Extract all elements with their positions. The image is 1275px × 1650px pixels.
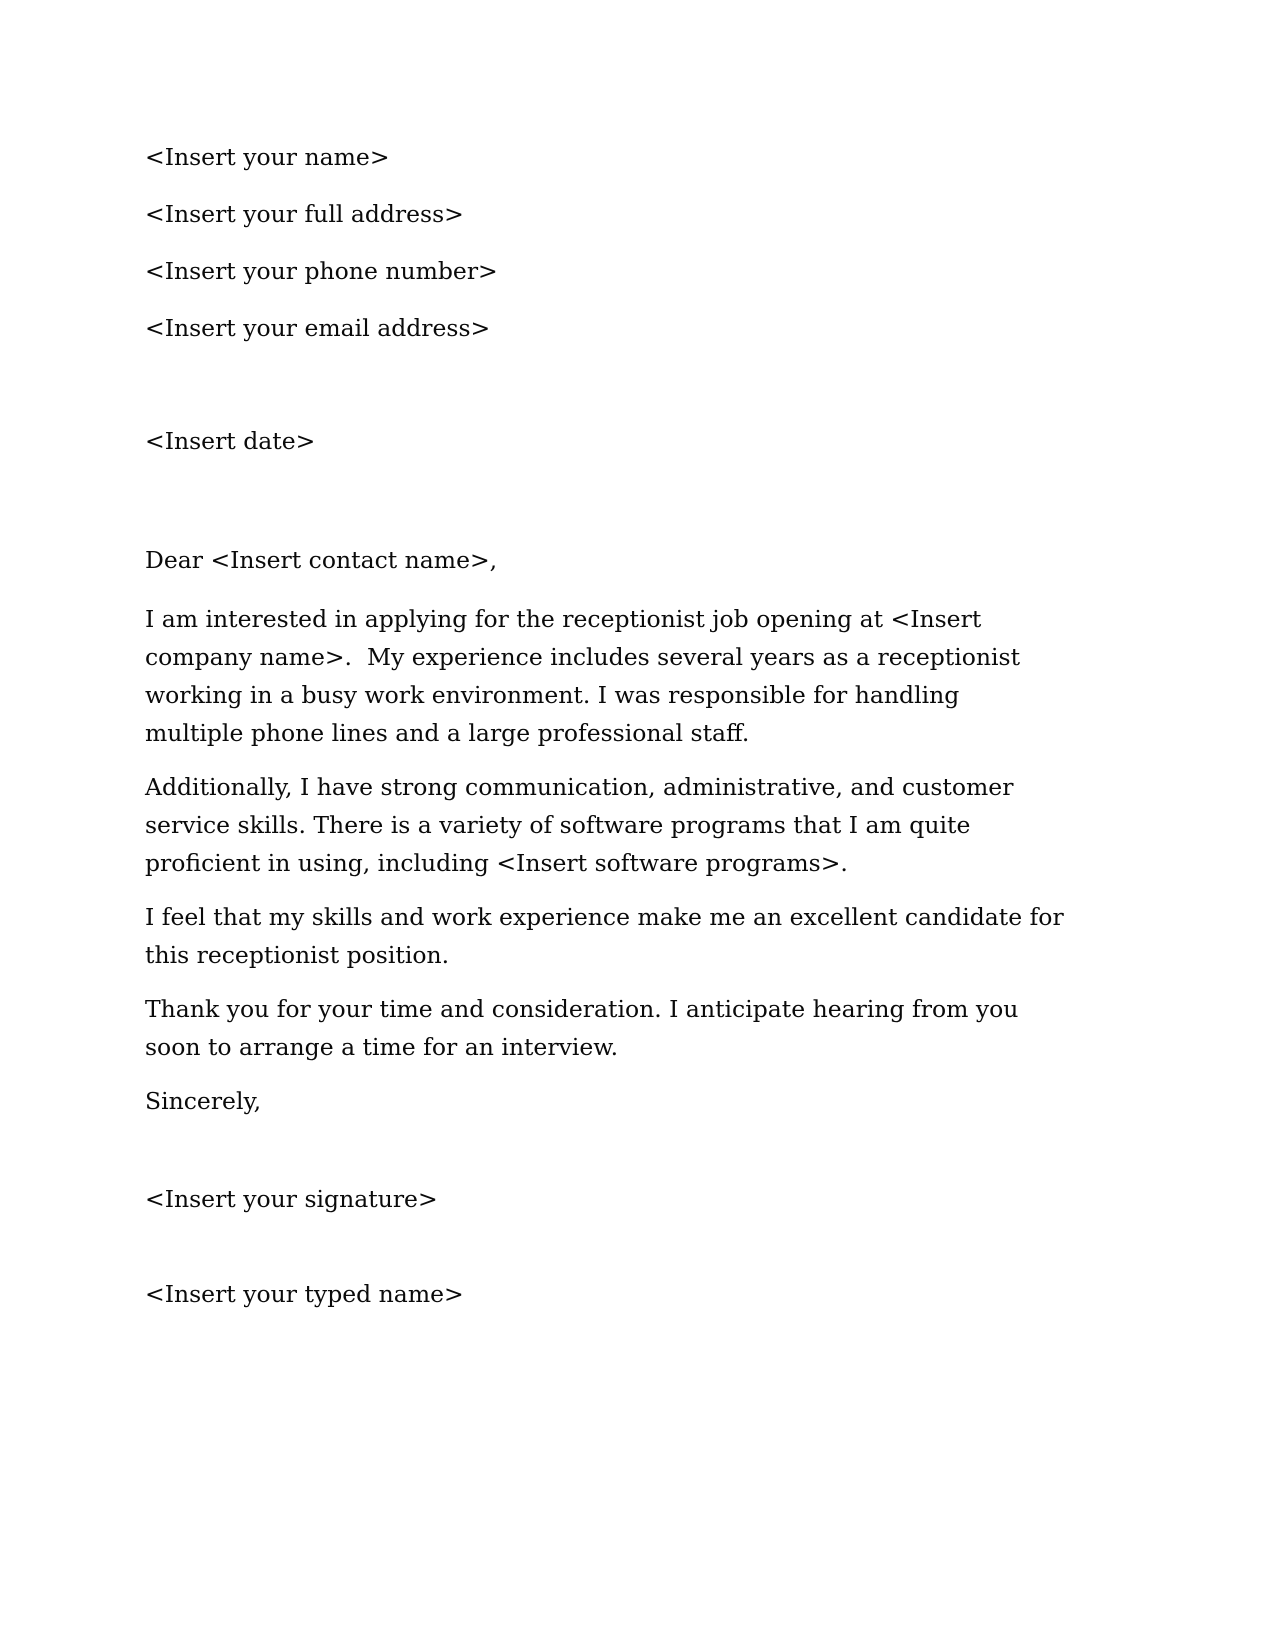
sender-name-placeholder: <Insert your name>: [145, 143, 390, 171]
signature-placeholder: <Insert your signature>: [145, 1185, 438, 1213]
body-paragraph-thanks: Thank you for your time and consideration. I anticipate hearing from you soon to arrange a time for an interview.: [145, 995, 1026, 1061]
body-paragraph-skills: Additionally, I have strong communication, administrative, and customer service skills. There is a variety of software programs that I am quite proficient in using, including <Insert software programs>.: [145, 773, 1021, 877]
salutation-line: Dear <Insert contact name>,: [145, 546, 498, 574]
spacer-before-signature: [145, 1120, 1065, 1180]
spacer-after-date: [145, 479, 1065, 541]
body-paragraph-intro: I am interested in applying for the receptionist job opening at <Insert company name>. My experience includes several years as a receptionist working in a busy work environment. I was responsible for handling multiple phone lines and a large professional staff.: [145, 605, 1028, 747]
sender-phone-placeholder: <Insert your phone number>: [145, 257, 498, 285]
spacer-after-contact-block: [145, 366, 1065, 422]
sender-address-placeholder: <Insert your full address>: [145, 200, 464, 228]
cover-letter-body: [145, 138, 1072, 1332]
closing-line: Sincerely,: [145, 1087, 262, 1115]
body-paragraph-candidacy: I feel that my skills and work experience make me an excellent candidate for this receptionist position.: [145, 903, 1072, 969]
date-placeholder: <Insert date>: [145, 427, 316, 455]
typed-name-placeholder: <Insert your typed name>: [145, 1280, 464, 1308]
sender-contact-block: [145, 138, 1065, 347]
sender-email-placeholder: <Insert your email address>: [145, 314, 491, 342]
spacer-before-typed-name: [145, 1237, 1065, 1275]
